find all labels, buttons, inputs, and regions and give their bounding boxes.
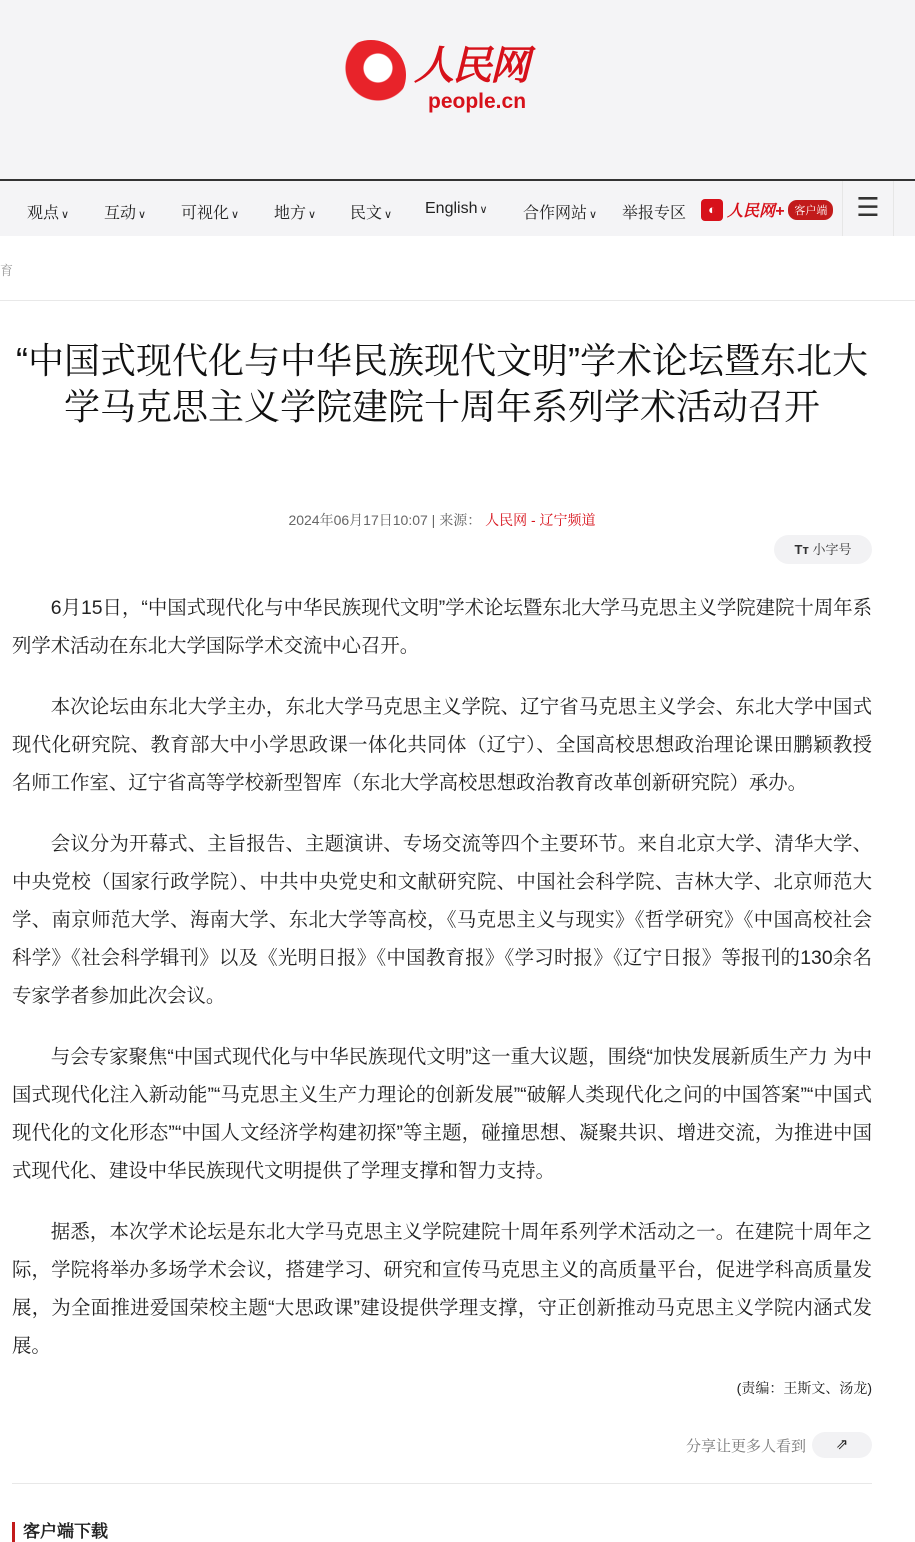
logo-mark-icon (336, 40, 406, 110)
chevron-down-icon: ∨ (589, 209, 598, 221)
paragraph: 会议分为开幕式、主旨报告、主题演讲、专场交流等四个主要环节。来自北京大学、清华大学、中央党校（国家行政学院）、中共中央党史和文献研究院、中国社会科学院、吉林大学、北京师范大学、南京师范大学、海南大学、东北大学等高校，《马克思主义与现实》《哲学研究》《中国高校社会科学》《社会科学辑刊》以及《光明日报》《中国教育报》《学习时报》《辽宁日报》等报刊的130余名专家学者参加此次会议。 (12, 833, 872, 1007)
app-name: 人民网+ (727, 203, 785, 220)
article-title: “中国式现代化与中华民族现代文明”学术论坛暨东北大学马克思主义学院建院十周年系列学术活动召开 (16, 340, 868, 427)
editor-credit: (责编：王斯文、汤龙) (736, 1380, 872, 1396)
article-body (12, 589, 872, 1388)
nav-label: 观点 (27, 205, 60, 222)
main-nav (0, 181, 915, 236)
share-label: 分享让更多人看到 (685, 1437, 806, 1455)
section-title: 客户端下载 (12, 1522, 108, 1542)
source-link[interactable]: 人民网 - 辽宁频道 (485, 512, 596, 528)
nav-label: English (425, 200, 478, 217)
nav-label: 民文 (350, 205, 383, 222)
nav-item-english[interactable] (425, 200, 488, 218)
hamburger-icon[interactable]: ☰ (842, 181, 894, 236)
chevron-down-icon: ∨ (308, 209, 317, 221)
paragraph: 据悉，本次学术论坛是东北大学马克思主义学院建院十周年系列学术活动之一。在建院十周年之际，学院将举办多场学术会议，搭建学习、研究和宣传马克思主义的高质量平台，促进学科高质量发展，为全面推进爱国荣校主题“大思政课”建设提供学理支撑，守正创新推动马克思主义学院内涵式发展。 (12, 1221, 872, 1357)
share-bar (686, 1432, 872, 1458)
paragraph: 6月15日，“中国式现代化与中华民族现代文明”学术论坛暨东北大学马克思主义学院建院十周年系列学术活动在东北大学国际学术交流中心召开。 (12, 597, 872, 657)
nav-label: 地方 (274, 205, 307, 222)
app-badge: 客户端 (788, 200, 833, 220)
font-size-icon: Tт (794, 542, 809, 557)
logo-cn: 人民网 (414, 42, 528, 89)
app-download-link[interactable] (701, 198, 833, 221)
nav-item-difang[interactable] (274, 200, 316, 223)
nav-item-keshihua[interactable] (181, 200, 239, 223)
paragraph: 与会专家聚焦“中国式现代化与中华民族现代文明”这一重大议题，围绕“加快发展新质生产力 为中国式现代化注入新动能”“马克思主义生产力理论的创新发展”“破解人类现代化之问的中国答案”“中国式现代化的文化形态”“中国人文经济学构建初探”等主题，碰撞思想、凝聚共识、增进交流，为推进中国式现代化、建设中华民族现代文明提供了学理支撑和智力支持。 (12, 1046, 872, 1182)
divider (12, 1483, 872, 1484)
breadcrumb[interactable]: 育 (0, 263, 14, 278)
divider (0, 300, 915, 301)
publish-datetime: 2024年06月17日10:07 (288, 512, 428, 528)
article-meta (0, 510, 884, 530)
paragraph: 本次论坛由东北大学主办，东北大学马克思主义学院、辽宁省马克思主义学会、东北大学中国式现代化研究院、教育部大中小学思政课一体化共同体（辽宁）、全国高校思想政治理论课田鹏颖教授名师工作室、辽宁省高等学校新型智库（东北大学高校思想政治教育改革创新研究院）承办。 (12, 696, 872, 794)
nav-label: 举报专区 (622, 205, 687, 222)
chevron-down-icon: ∨ (61, 209, 70, 221)
nav-label: 合作网站 (523, 205, 588, 222)
chevron-down-icon: ∨ (384, 209, 393, 221)
share-icon[interactable]: ⇗ (812, 1432, 872, 1458)
nav-label: 互动 (104, 205, 137, 222)
chevron-down-icon: ∨ (138, 209, 147, 221)
chevron-down-icon: ∨ (479, 204, 488, 216)
nav-item-jubao[interactable] (622, 200, 686, 223)
font-size-label: 小字号 (812, 542, 852, 557)
chevron-down-icon: ∨ (231, 209, 240, 221)
site-header (0, 0, 915, 181)
logo-en: people.cn (428, 90, 527, 113)
nav-item-hezuo[interactable] (523, 200, 597, 223)
nav-label: 可视化 (181, 205, 230, 222)
people-logo[interactable] (336, 36, 551, 120)
nav-item-guandian[interactable] (27, 200, 69, 223)
source-label: | 来源： (431, 512, 482, 528)
app-logo-icon: ◐ (701, 199, 723, 221)
nav-item-minwen[interactable] (350, 200, 392, 223)
nav-item-hudong[interactable] (104, 200, 146, 223)
font-size-toggle[interactable] (774, 535, 872, 564)
